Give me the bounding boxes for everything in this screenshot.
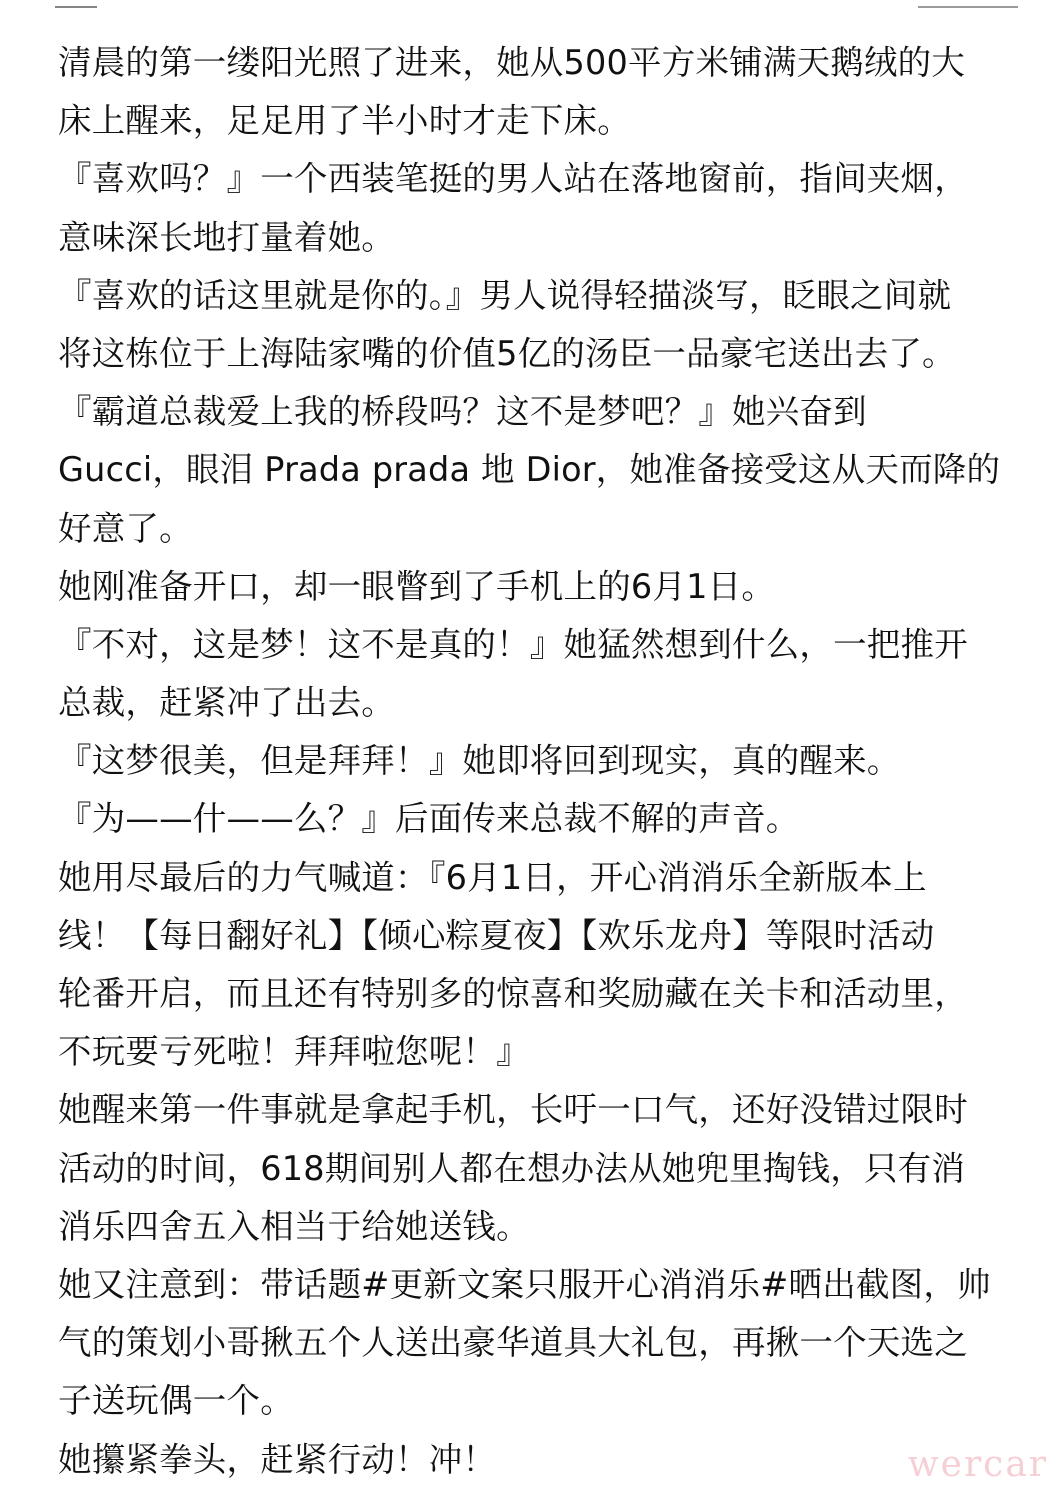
- text-line: 轮番开启，而且还有特别多的惊喜和奖励藏在关卡和活动里，: [58, 974, 968, 1013]
- cropped-header-fragment: [0, 0, 1060, 8]
- text-line: 她醒来第一件事就是拿起手机，长吁一口气，还好没错过限时: [58, 1090, 968, 1130]
- text-line: Gucci，眼泪 Prada prada 地 Dior，她准备接受这从天而降的: [58, 450, 1001, 490]
- text-line: 气的策划小哥揪五个人送出豪华道具大礼包，再揪一个天选之: [58, 1323, 968, 1363]
- text-line: 『为——什——么？』后面传来总裁不解的声音。: [58, 799, 800, 839]
- cropped-text-right: [918, 0, 1018, 8]
- text-line: 床上醒来，足足用了半小时才走下床。: [58, 101, 631, 141]
- text-line: 『喜欢的话这里就是你的。』男人说得轻描淡写，眨眼之间就: [58, 275, 952, 315]
- text-line: 消乐四舍五入相当于给她送钱。: [58, 1206, 530, 1246]
- text-line: 『霸道总裁爱上我的桥段吗？这不是梦吧？』她兴奋到: [58, 392, 867, 432]
- text-line: 清晨的第一缕阳光照了进来，她从500平方米铺满天鹅绒的大: [58, 43, 966, 82]
- cropped-text-left: [55, 0, 97, 8]
- text-line: 总裁，赶紧冲了出去。: [58, 683, 395, 723]
- text-line: 『不对，这是梦！这不是真的！』她猛然想到什么，一把推开: [58, 624, 968, 664]
- text-line: 线！【每日翻好礼】【倾心粽夏夜】【欢乐龙舟】等限时活动: [58, 915, 935, 955]
- text-line: 『喜欢吗？』一个西装笔挺的男人站在落地窗前，指间夹烟，: [58, 159, 968, 199]
- article-body: [58, 34, 1013, 1489]
- text-line: 她刚准备开口，却一眼瞥到了手机上的6月1日。: [58, 566, 776, 606]
- text-line: 她用尽最后的力气喊道：『6月1日，开心消消乐全新版本上: [58, 857, 927, 897]
- text-line: 不玩要亏死啦！拜拜啦您呢！』: [58, 1032, 530, 1072]
- text-line: 子送玩偶一个。: [58, 1381, 294, 1421]
- text-line: 将这栋位于上海陆家嘴的价值5亿的汤臣一品豪宅送出去了。: [58, 333, 956, 373]
- text-line: 意味深长地打量着她。: [58, 217, 395, 257]
- text-line: 活动的时间，618期间别人都在想办法从她兜里掏钱，只有消: [58, 1148, 966, 1188]
- text-line: 她又注意到：带话题#更新文案只服开心消消乐#晒出截图，帅: [58, 1264, 991, 1304]
- text-line: 『这梦很美，但是拜拜！』她即将回到现实，真的醒来。: [58, 741, 901, 781]
- watermark: wercar: [907, 1444, 1048, 1485]
- text-line: 好意了。: [58, 508, 193, 548]
- text-line: 她攥紧拳头，赶紧行动！冲！: [58, 1439, 497, 1479]
